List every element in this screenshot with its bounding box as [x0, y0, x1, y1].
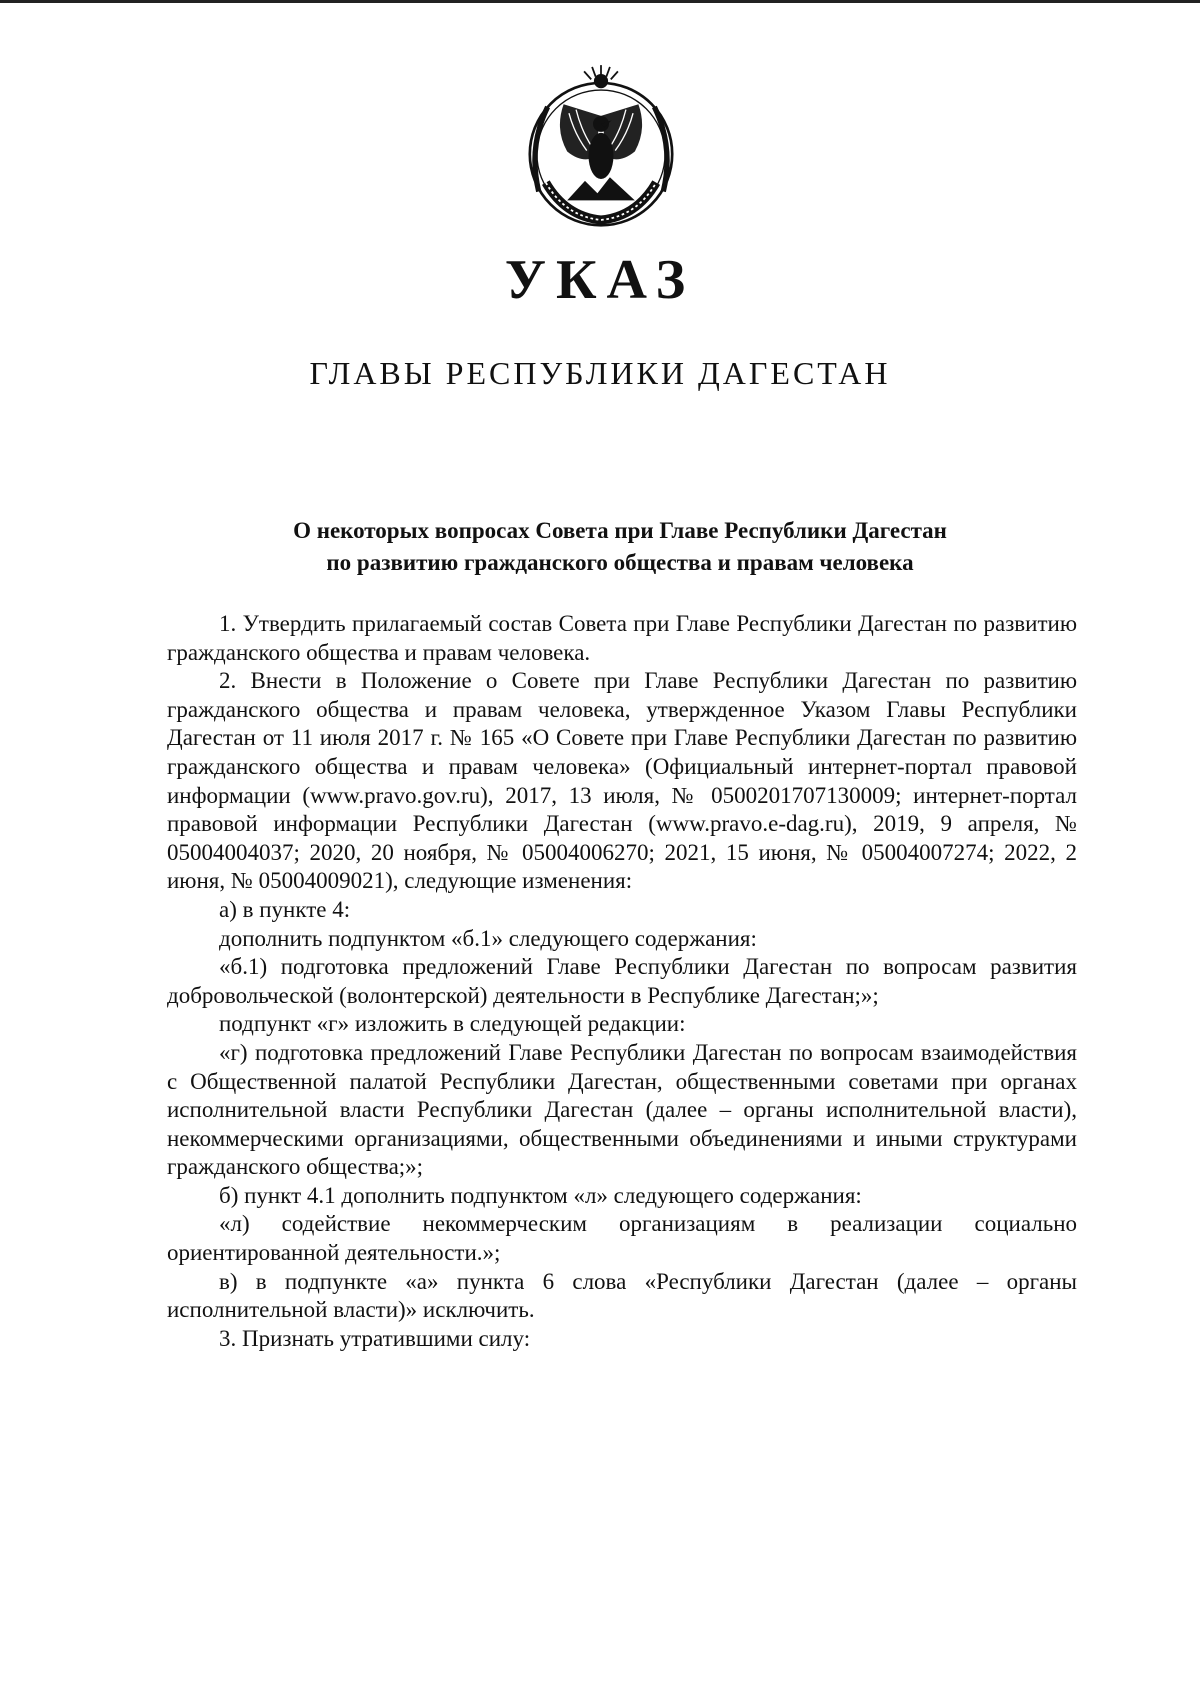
document-type-title: УКАЗ	[504, 249, 696, 311]
coat-of-arms-icon	[512, 58, 690, 236]
decree-heading-line-2: по развитию гражданского общества и правам человека	[326, 550, 914, 575]
paragraph-2: 2. Внести в Положение о Совете при Главе Республики Дагестан по развитию гражданского общества и правам человека, утвержденное Указом Главы Республики Дагестан от 11 июля 2017 г. № 165 «О Совете при Главе Республики Дагестан по развитию гражданского общества и правам человека» (Официальный интернет-портал правовой информации (www.pravo.gov.ru), 2017, 13 июля, № 0500201707130009; интернет-портал правовой информации Республики Дагестан (www.pravo.e-dag.ru), 2019, 9 апреля, № 05004004037; 2020, 20 ноября, № 05004006270; 2021, 15 июня, № 05004007274; 2022, 2 июня, № 05004009021), следующие изменения:	[167, 668, 1077, 894]
decree-body	[167, 610, 1077, 1353]
issuing-authority-title: ГЛАВЫ РЕСПУБЛИКИ ДАГЕСТАН	[309, 355, 891, 391]
paragraph-7: «г) подготовка предложений Главе Республики Дагестан по вопросам взаимодействия с Общественной палатой Республики Дагестан, общественными советами при органах исполнительной власти Республики Дагестан (далее – органы исполнительной власти), некоммерческими организациями, общественными объединениями и иными структурами гражданского общества;»;	[167, 1039, 1077, 1180]
decree-heading	[170, 515, 1070, 579]
paragraph-5: «б.1) подготовка предложений Главе Республики Дагестан по вопросам развития добровольческой (волонтерской) деятельности в Республике Дагестан;»;	[167, 954, 1077, 1008]
paragraph-3: а) в пункте 4:	[219, 896, 351, 922]
paragraph-1: 1. Утвердить прилагаемый состав Совета при Главе Республики Дагестан по развитию гражданского общества и правам человека.	[167, 611, 1077, 665]
paragraph-8: б) пункт 4.1 дополнить подпунктом «л» следующего содержания:	[219, 1182, 862, 1208]
paragraph-4: дополнить подпунктом «б.1» следующего содержания:	[219, 925, 757, 951]
paragraph-10: в) в подпункте «а» пункта 6 слова «Республики Дагестан (далее – органы исполнительной власти)» исключить.	[167, 1268, 1077, 1323]
decree-heading-line-1: О некоторых вопросах Совета при Главе Республики Дагестан	[293, 518, 947, 543]
paragraph-6: подпункт «г» изложить в следующей редакции:	[219, 1011, 686, 1037]
top-border-line	[0, 0, 1200, 3]
paragraph-9: «л) содействие некоммерческим организациям в реализации социально ориентированной деятельности.»;	[167, 1211, 1077, 1266]
paragraph-11: 3. Признать утратившими силу:	[219, 1325, 531, 1351]
dagestan-emblem-icon	[512, 58, 690, 236]
